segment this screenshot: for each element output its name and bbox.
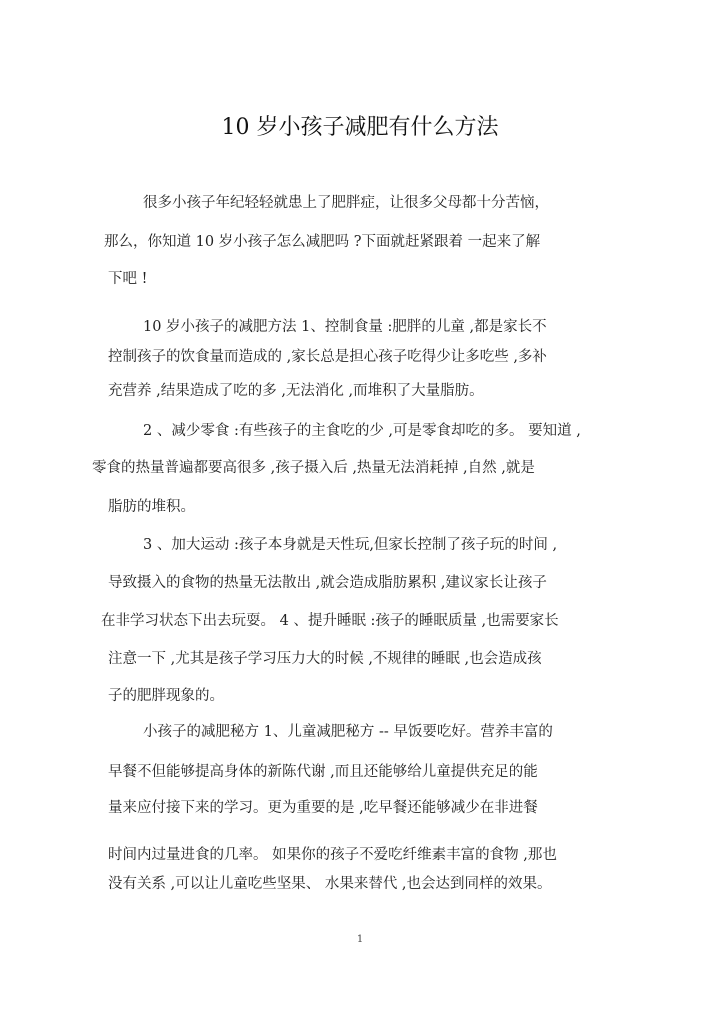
body-line: 子的肥胖现象的。 bbox=[108, 688, 224, 704]
body-line: 小孩子的减肥秘方 1、儿童减肥秘方 -- 早饭要吃好。营养丰富的 bbox=[143, 724, 553, 740]
body-line: 2 、减少零食 :有些孩子的主食吃的少 ,可是零食却吃的多。 要知道 , bbox=[143, 423, 581, 439]
body-line: 没有关系 ,可以让儿童吃些坚果、 水果来替代 ,也会达到同样的效果。 bbox=[108, 876, 552, 892]
document-title: 10 岁小孩子减肥有什么方法 bbox=[221, 115, 499, 140]
body-line: 控制孩子的饮食量而造成的 ,家长总是担心孩子吃得少让多吃些 ,多补 bbox=[108, 349, 547, 365]
body-line: 那么，你知道 10 岁小孩子怎么减肥吗 ?下面就赶紧跟着 一起来了解 bbox=[104, 234, 541, 250]
body-line: 很多小孩子年纪轻轻就患上了肥胖症，让很多父母都十分苦恼， bbox=[143, 195, 549, 211]
body-line: 下吧 ! bbox=[108, 271, 148, 287]
body-line: 注意一下 ,尤其是孩子学习压力大的时候 ,不规律的睡眠 ,也会造成孩 bbox=[108, 651, 542, 667]
body-line: 在非学习状态下出去玩耍。 4 、提升睡眠 :孩子的睡眠质量 ,也需要家长 bbox=[101, 613, 559, 629]
body-line: 脂肪的堆积。 bbox=[108, 499, 195, 515]
body-line: 量来应付接下来的学习。更为重要的是 ,吃早餐还能够减少在非进餐 bbox=[108, 800, 538, 816]
body-line: 10 岁小孩子的减肥方法 1、控制食量 :肥胖的儿童 ,都是家长不 bbox=[143, 319, 547, 335]
body-line: 零食的热量普遍都要高很多 ,孩子摄入后 ,热量无法消耗掉 ,自然 ,就是 bbox=[92, 460, 535, 476]
body-line: 3 、加大运动 :孩子本身就是天性玩,但家长控制了孩子玩的时间 , bbox=[143, 537, 558, 553]
body-line: 充营养 ,结果造成了吃的多 ,无法消化 ,而堆积了大量脂肪。 bbox=[108, 383, 484, 399]
body-line: 早餐不但能够提高身体的新陈代谢 ,而且还能够给儿童提供充足的能 bbox=[108, 764, 538, 780]
body-line: 导致摄入的食物的热量无法散出 ,就会造成脂肪累积 ,建议家长让孩子 bbox=[108, 575, 547, 591]
body-line: 时间内过量进食的几率。 如果你的孩子不爱吃纤维素丰富的食物 ,那也 bbox=[108, 847, 557, 863]
page-number: 1 bbox=[356, 934, 364, 945]
